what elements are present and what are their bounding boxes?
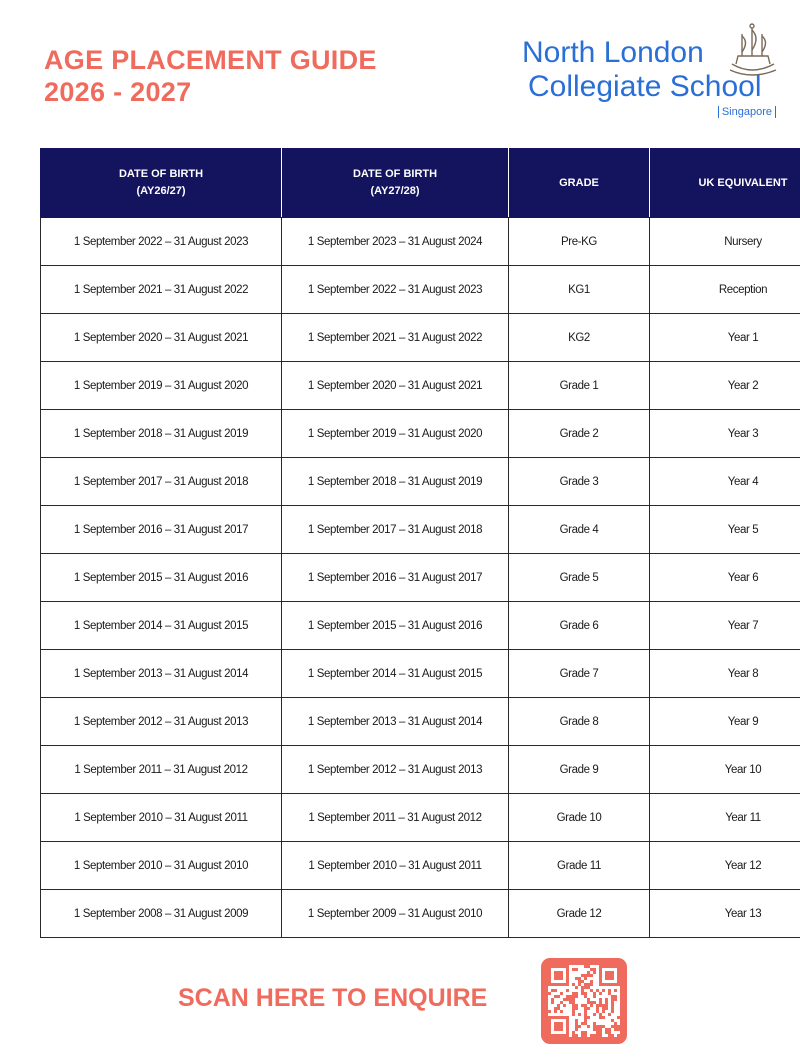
table-row [41,458,800,506]
uk-equivalent-cell: Year 8 [650,650,800,698]
dob-ay26-cell: 1 September 2019 – 31 August 2020 [41,362,282,410]
dob-ay27-cell: 1 September 2021 – 31 August 2022 [282,314,509,362]
grade-cell: Grade 6 [509,602,650,650]
table-header-row [41,149,800,218]
table-row [41,554,800,602]
dob-ay27-cell: 1 September 2022 – 31 August 2023 [282,266,509,314]
dob-ay27-cell: 1 September 2019 – 31 August 2020 [282,410,509,458]
dob-ay26-cell: 1 September 2013 – 31 August 2014 [41,650,282,698]
grade-cell: Grade 9 [509,746,650,794]
dob-ay27-cell: 1 September 2017 – 31 August 2018 [282,506,509,554]
grade-cell: KG1 [509,266,650,314]
qr-code-icon[interactable] [541,958,627,1044]
dob-ay26-cell: 1 September 2010 – 31 August 2010 [41,842,282,890]
dob-ay26-cell: 1 September 2022 – 31 August 2023 [41,218,282,266]
table-row [41,410,800,458]
uk-equivalent-cell: Year 4 [650,458,800,506]
title-line-2: 2026 - 2027 [44,77,192,107]
dob-ay27-cell: 1 September 2020 – 31 August 2021 [282,362,509,410]
dob-ay27-cell: 1 September 2023 – 31 August 2024 [282,218,509,266]
dob-ay26-cell: 1 September 2011 – 31 August 2012 [41,746,282,794]
header-uk-equivalent: UK EQUIVALENT [650,149,800,218]
dob-ay26-cell: 1 September 2016 – 31 August 2017 [41,506,282,554]
grade-cell: Grade 12 [509,890,650,938]
uk-equivalent-cell: Year 10 [650,746,800,794]
logo-line-3: Singapore [718,106,776,118]
grade-cell: Grade 7 [509,650,650,698]
grade-cell: Grade 4 [509,506,650,554]
dob-ay26-cell: 1 September 2020 – 31 August 2021 [41,314,282,362]
qr-pattern [548,965,620,1037]
dob-ay27-cell: 1 September 2009 – 31 August 2010 [282,890,509,938]
dob-ay26-cell: 1 September 2018 – 31 August 2019 [41,410,282,458]
page-title [44,44,377,108]
uk-equivalent-cell: Year 5 [650,506,800,554]
grade-cell: Grade 5 [509,554,650,602]
header-dob-ay26: DATE OF BIRTH (AY26/27) [41,149,282,218]
uk-equivalent-cell: Year 6 [650,554,800,602]
uk-equivalent-cell: Year 7 [650,602,800,650]
table-row [41,842,800,890]
grade-cell: Grade 8 [509,698,650,746]
table-row [41,890,800,938]
dob-ay27-cell: 1 September 2011 – 31 August 2012 [282,794,509,842]
dob-ay27-cell: 1 September 2015 – 31 August 2016 [282,602,509,650]
school-logo [522,28,782,128]
table-row [41,362,800,410]
uk-equivalent-cell: Year 3 [650,410,800,458]
ship-crest-icon [724,20,780,82]
uk-equivalent-cell: Year 12 [650,842,800,890]
grade-cell: Grade 1 [509,362,650,410]
table-row [41,794,800,842]
dob-ay27-cell: 1 September 2012 – 31 August 2013 [282,746,509,794]
dob-ay27-cell: 1 September 2016 – 31 August 2017 [282,554,509,602]
table-row [41,266,800,314]
dob-ay27-cell: 1 September 2014 – 31 August 2015 [282,650,509,698]
header-dob-ay27: DATE OF BIRTH (AY27/28) [282,149,509,218]
table-row [41,602,800,650]
title-line-1: AGE PLACEMENT GUIDE [44,45,377,75]
uk-equivalent-cell: Year 1 [650,314,800,362]
dob-ay26-cell: 1 September 2012 – 31 August 2013 [41,698,282,746]
uk-equivalent-cell: Year 11 [650,794,800,842]
uk-equivalent-cell: Nursery [650,218,800,266]
dob-ay27-cell: 1 September 2018 – 31 August 2019 [282,458,509,506]
logo-line-1: North London [522,36,704,69]
dob-ay26-cell: 1 September 2014 – 31 August 2015 [41,602,282,650]
dob-ay27-cell: 1 September 2010 – 31 August 2011 [282,842,509,890]
logo-line-2: Collegiate School [528,70,762,103]
uk-equivalent-cell: Year 9 [650,698,800,746]
grade-cell: Grade 10 [509,794,650,842]
uk-equivalent-cell: Year 2 [650,362,800,410]
enquire-cta: SCAN HERE TO ENQUIRE [178,984,488,1012]
table-row [41,314,800,362]
dob-ay26-cell: 1 September 2008 – 31 August 2009 [41,890,282,938]
dob-ay26-cell: 1 September 2021 – 31 August 2022 [41,266,282,314]
grade-cell: Grade 3 [509,458,650,506]
grade-cell: Grade 11 [509,842,650,890]
dob-ay26-cell: 1 September 2015 – 31 August 2016 [41,554,282,602]
uk-equivalent-cell: Year 13 [650,890,800,938]
grade-cell: KG2 [509,314,650,362]
age-placement-table [40,148,800,938]
uk-equivalent-cell: Reception [650,266,800,314]
header-grade: GRADE [509,149,650,218]
dob-ay26-cell: 1 September 2010 – 31 August 2011 [41,794,282,842]
dob-ay27-cell: 1 September 2013 – 31 August 2014 [282,698,509,746]
grade-cell: Pre-KG [509,218,650,266]
table-row [41,506,800,554]
table-row [41,650,800,698]
table-row [41,698,800,746]
table-row [41,218,800,266]
dob-ay26-cell: 1 September 2017 – 31 August 2018 [41,458,282,506]
grade-cell: Grade 2 [509,410,650,458]
table-row [41,746,800,794]
